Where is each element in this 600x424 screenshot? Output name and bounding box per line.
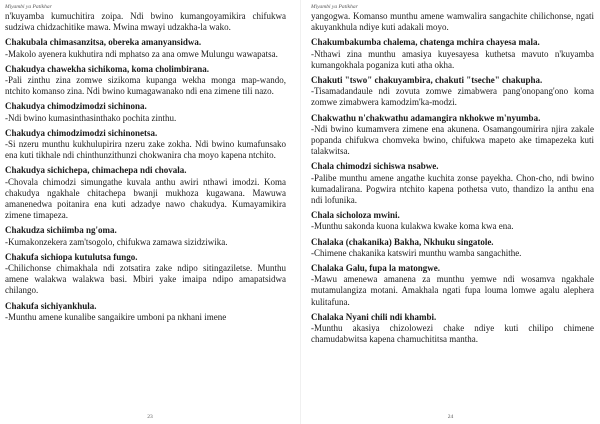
proverb-entry xyxy=(5,252,286,297)
proverb-explanation: n'kuyamba kumuchitira zoipa. Ndi bwino kumangoyamikira chifukwa sudziwa chidzachitike mawa. Mwina mwayi udzakha-la wako. xyxy=(5,11,286,33)
proverb-explanation: -Munthu akasiya chizolowezi chake ndiye kuti chilipo chimene chamudabwitsa kapena chamuchititsa mantha. xyxy=(311,323,594,345)
page-number: 24 xyxy=(447,414,454,420)
proverb-explanation: -Chilichonse chimakhala ndi zotsatira zake ndipo sitingaziletse. Munthu amene walakwa walakwa basi. Mbiri yake imaipa ndipo amapatsidwa chilango. xyxy=(5,263,286,296)
proverb-entry xyxy=(5,165,286,221)
proverb-entry xyxy=(311,75,594,109)
proverb-entry xyxy=(311,312,594,346)
proverb-entry xyxy=(5,11,286,33)
proverb-explanation: -Chimene chakanika katswiri munthu wamba sangachithe. xyxy=(311,247,522,258)
proverb-headword: Chakudza sichiimba ng'oma. xyxy=(5,225,117,236)
proverb-explanation: -Pali zinthu zina zomwe sizikoma kupanga wekha monga map-wando, ntchito komanso zina. Ndi bwino kumagawanako ndi ena zimene tili nazo. xyxy=(5,75,286,97)
proverb-entry xyxy=(311,113,594,158)
proverb-explanation: -Nthawi zina munthu amasiya kuyesayesa kuthetsa mavuto n'kuyamba kumangokhala poganiza kuti atha okha. xyxy=(311,48,594,70)
proverb-headword: Chakwathu n'chakwathu adamangira nkhokwe m'nyumba. xyxy=(311,112,541,123)
proverb-entry xyxy=(311,161,594,206)
proverb-explanation: -Palibe munthu amene angathe kuchita zonse payekha. Chon-cho, ndi bwino kumadalirana. Pogwira ntchito kapena pothetsa vuto, thandizo la anthu ena ndi lofunika. xyxy=(311,172,594,206)
proverb-explanation: -Munthu amene kunalibe sangaikire umboni pa nkhani imene xyxy=(5,311,227,322)
proverb-headword: Chalaka (chakanika) Bakha, Nkhuku singatole. xyxy=(311,236,494,247)
proverb-headword: Chakumbakumba chalema, chatenga mchira chayesa mala. xyxy=(311,37,540,48)
proverb-entry xyxy=(311,237,594,259)
proverb-explanation: -Ndi bwino kumasinthasinthako pochita zinthu. xyxy=(5,112,177,123)
proverb-headword: Chala chimodzi sichiswa nsabwe. xyxy=(311,161,439,172)
proverb-entry xyxy=(311,37,594,71)
proverb-headword: Chalaka Nyani chili ndi khambi. xyxy=(311,311,437,322)
proverb-entry xyxy=(5,37,286,59)
proverb-headword: Chala sicholoza mwini. xyxy=(311,210,400,221)
proverb-headword: Chakudya sichichepa, chimachepa ndi chovala. xyxy=(5,165,187,176)
proverb-headword: Chalaka Galu, fupa la matongwe. xyxy=(311,263,441,274)
proverb-entry xyxy=(5,225,286,247)
proverb-entry xyxy=(311,11,594,33)
proverb-explanation: -Tisamadandaule ndi zovuta zomwe zimabwera pang'onopang'ono koma zomwe zimabwera kamodzim'ka-modzi. xyxy=(311,86,594,108)
proverb-headword: Chakufa sichiyankhula. xyxy=(5,300,97,311)
proverb-headword: Chakudya chimodzimodzi sichinonetsa. xyxy=(5,127,158,138)
proverb-explanation: -Ndi bwino kumamvera zimene ena akunena. Osamangoumirira njira zakale popanda chifukwa chomveka bwino, chifukwa mapeto ake timapezeka kuti talakwitsa. xyxy=(311,123,594,157)
proverb-headword: Chakubala chimasanzitsa, obereka amanyansidwa. xyxy=(5,37,202,48)
proverb-entry xyxy=(311,210,594,232)
proverb-headword: Chakuti "tswo" chakuyambira, chakuti "tseche" chakupha. xyxy=(311,75,543,86)
proverb-explanation: -Munthu sakonda kuona kulakwa kwake koma kwa ena. xyxy=(311,221,514,232)
proverb-entry xyxy=(5,64,286,98)
proverb-entry xyxy=(5,101,286,123)
proverb-headword: Chakufa sichiopa kutulutsa fungo. xyxy=(5,251,138,262)
running-head: Miyambi ya Patikhar xyxy=(5,4,52,10)
right-page xyxy=(300,0,600,424)
proverb-explanation: -Kumakonzekera zam'tsogolo, chifukwa zamawa sizidziwika. xyxy=(5,236,228,247)
proverb-entry xyxy=(5,128,286,162)
proverb-entry xyxy=(5,301,286,323)
page-number: 23 xyxy=(147,414,153,420)
running-head: Miyambi ya Patikhar xyxy=(311,4,358,10)
page-content xyxy=(311,11,594,345)
page-content xyxy=(5,11,286,323)
proverb-headword: Chakudya chimodzimodzi sichinona. xyxy=(5,101,147,112)
proverb-explanation: -Mawu amenewa amanena za munthu yemwe ndi wosamva ngakhale mutamulangiza motani. Amakhala ngati fupa louma lomwe agalu alephera kulitafuna. xyxy=(311,274,594,307)
proverb-explanation: -Chovala chimodzi simungathe kuvala anthu awiri nthawi imodzi. Koma chakudya ngakhale chitachepa bwanji mukhoza kugawana. Mawuwa amanenedwa poitanira ena kuti adzadye nawo chakudya. Kumayamikira zimene timapeza. xyxy=(5,176,286,221)
proverb-headword: Chakudya chawekha sichikoma, koma cholimbirana. xyxy=(5,63,210,74)
proverb-entry xyxy=(311,263,594,308)
proverb-explanation: -Si nzeru munthu kukhulupirira nzeru zake zokha. Ndi bwino kumafunsako ena kuti tikhale ndi chinthunzithunzi chokwanira cha moyo kapena ntchito. xyxy=(5,139,286,161)
proverb-explanation: yangogwa. Komanso munthu amene wamwalira sangachite chilichonse, ngati akuyankhula ndiye kuti adakali moyo. xyxy=(311,11,594,33)
proverb-explanation: -Makolo ayenera kukhutira ndi mphatso za ana omwe Mulungu wawapatsa. xyxy=(5,48,278,59)
